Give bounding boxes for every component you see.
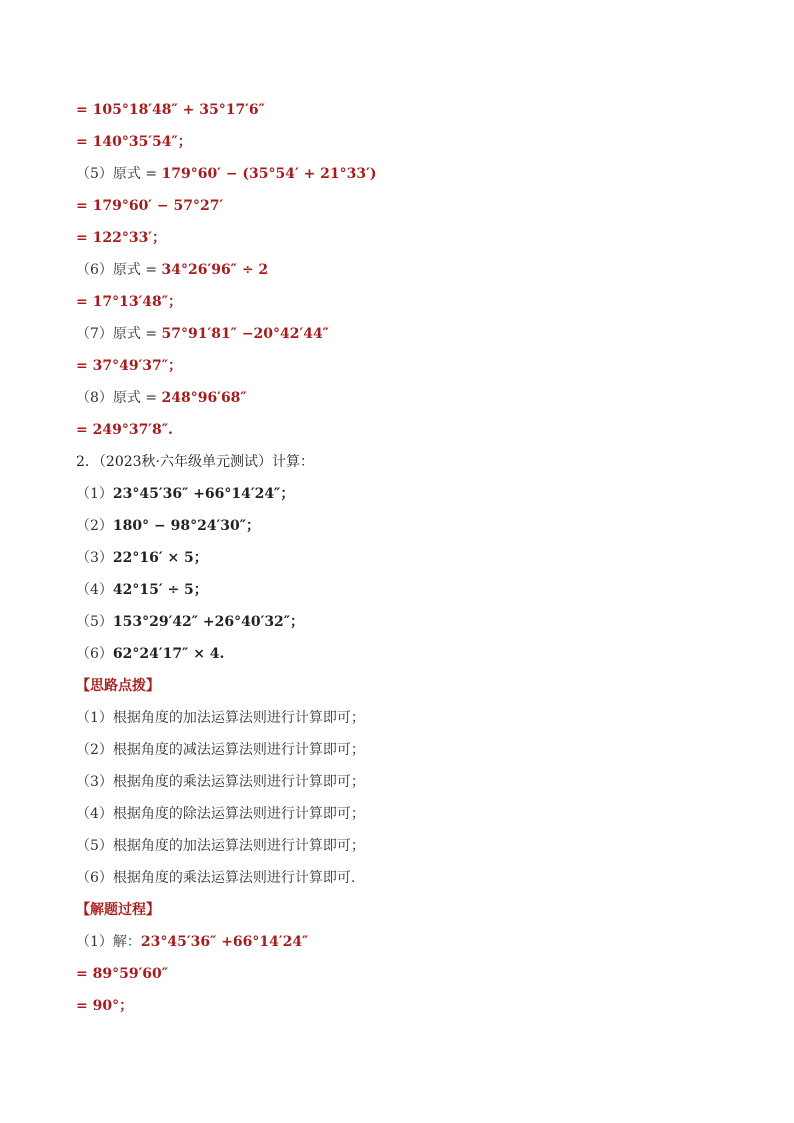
solution-line: （7）原式 = 57°91′81″ −20°42′44″ xyxy=(76,326,329,342)
question-item: （3）22°16′ × 5； xyxy=(76,550,208,566)
hint-item: （5）根据角度的加法运算法则进行计算即可； xyxy=(76,838,365,854)
solution-line: = 37°49′37″； xyxy=(76,358,182,374)
question-item: （5）153°29′42″ +26°40′32″； xyxy=(76,614,305,630)
question-title: 2．（2023秋·六年级单元测试）计算： xyxy=(76,454,314,470)
solution-line: = 122°33′； xyxy=(76,230,167,246)
hint-item: （6）根据角度的乘法运算法则进行计算即可. xyxy=(76,870,356,886)
solution-line: （5）原式 = 179°60′ − (35°54′ + 21°33′) xyxy=(76,166,377,182)
section-heading-hints: 【思路点拨】 xyxy=(76,678,160,694)
hint-item: （4）根据角度的除法运算法则进行计算即可； xyxy=(76,806,365,822)
solution-line: （6）原式 = 34°26′96″ ÷ 2 xyxy=(76,262,269,278)
solution-line: = 249°37′8″. xyxy=(76,422,173,438)
solution-line: = 105°18′48″ + 35°17′6″ xyxy=(76,102,265,118)
question-item: （2）180° − 98°24′30″； xyxy=(76,518,261,534)
hint-item: （2）根据角度的减法运算法则进行计算即可； xyxy=(76,742,365,758)
hint-item: （1）根据角度的加法运算法则进行计算即可； xyxy=(76,710,365,726)
question-item: （4）42°15′ ÷ 5； xyxy=(76,582,208,598)
solution-line: = 179°60′ − 57°27′ xyxy=(76,198,224,214)
solution-line: = 17°13′48″； xyxy=(76,294,182,310)
solution-line: （1）解：23°45′36″ +66°14′24″ xyxy=(76,934,309,950)
solution-line: = 89°59′60″ xyxy=(76,966,168,982)
solution-line: （8）原式 = 248°96′68″ xyxy=(76,390,247,406)
solution-line: = 90°； xyxy=(76,998,134,1014)
solution-line: = 140°35′54″； xyxy=(76,134,192,150)
hint-item: （3）根据角度的乘法运算法则进行计算即可； xyxy=(76,774,365,790)
section-heading-solution: 【解题过程】 xyxy=(76,902,160,918)
question-item: （6）62°24′17″ × 4. xyxy=(76,646,225,662)
question-item: （1）23°45′36″ +66°14′24″； xyxy=(76,486,295,502)
